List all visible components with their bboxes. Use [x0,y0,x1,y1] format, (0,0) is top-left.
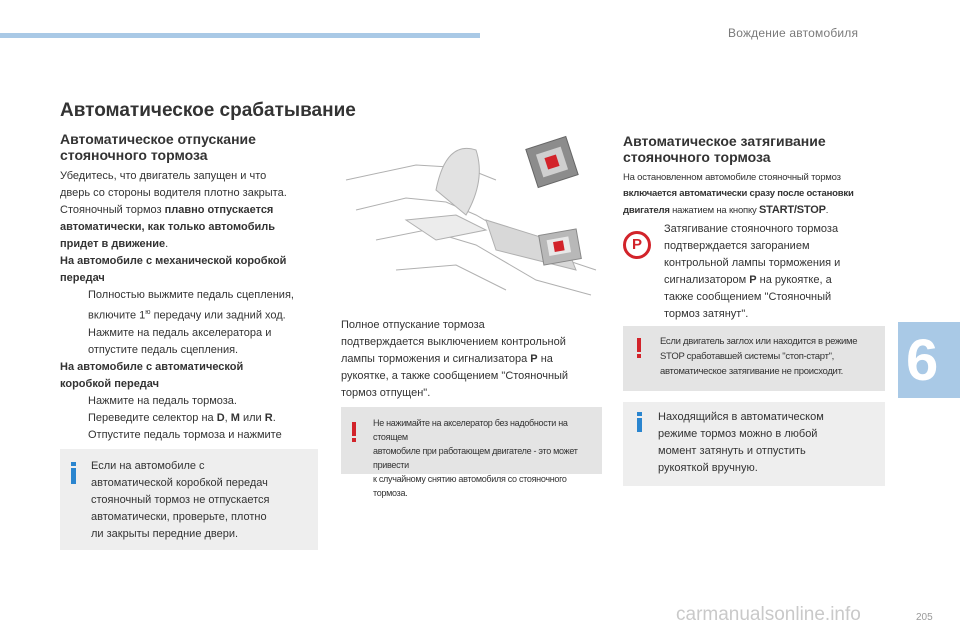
warning-icon [352,422,356,436]
parking-brake-illustration [336,120,606,310]
warning-text: Если двигатель заглох или находится в режиме STOP сработавшей системы "стоп-старт", автоматическое затягивание не происходит. [660,336,858,377]
page-number: 205 [916,612,933,623]
apply-confirm-text: Затягивание стояночного тормоза подтверждается загоранием контрольной лампы торможения и сигнализатором P на рукоятке, а также сообщением "Стояночный тормоз затянут". [664,223,841,320]
release-text: Убедитесь, что двигатель запущен и что дверь со стороны водителя плотно закрыта. Стояночный тормоз плавно отпускается автоматически, как только автомобиль придет в движение. На автомобиле с механической коробкой передач Полностью выжмите педаль сцепления, включите $1^ю$ передачу или задний ход. Нажмите на педаль акселератора и отпустите педаль сцепления. На автомобиле с автоматической коробкой передач Нажмите на педаль тормоза. Переведите селектор на D, M или R. Отпустите педаль тормоза и нажмите [60,168,322,461]
chapter-number: 6 [906,328,939,393]
list-item: Полностью выжмите педаль сцепления, включите $1^ю$ передачу или задний ход. [88,289,294,322]
header-accent-bar [0,33,480,38]
parking-brake-p-icon: P [623,231,651,259]
section-title: Вождение автомобиля [728,26,859,40]
list-item: Нажмите на педаль акселератора и отпустите педаль сцепления. [88,326,272,356]
warning-icon [637,338,641,352]
list-item: Переведите селектор на D, M или R. [88,411,276,424]
info-icon [71,468,76,484]
info-text: Если на автомобиле с автоматической коробкой передач стояночный тормоз не отпускается автоматически, проверьте, плотно ли закрыты передние двери. [91,460,270,540]
apply-intro: На остановленном автомобиле стояночный тормоз включается автоматически сразу после остановки двигателя нажатием на кнопку START/STOP. [623,172,854,216]
watermark: carmanualsonline.info [676,604,861,625]
info-text: Находящийся в автоматическом режиме тормоз можно в любой момент затянуть и отпустить рукояткой вручную. [658,411,824,474]
release-title: Автоматическое отпускание стояночного тормоза [60,131,256,163]
info-icon [637,418,642,432]
warning-text: Не нажимайте на акселератор без надобности на стоящем автомобиле при работающем двигателе - это может привести к случайному снятию автомобиля со стояночного тормоза. [373,418,578,498]
apply-title: Автоматическое затягивание стояночного тормоза [623,133,826,165]
list-item: Нажмите на педаль тормоза. [88,394,237,407]
list-item: Отпустите педаль тормоза и нажмите [88,428,282,441]
release-caption: Полное отпускание тормоза подтверждается выключением контрольной лампы торможения и сигнализатора P на рукоятке, а также сообщением "Стояночный тормоз отпущен". [341,319,569,399]
page-title: Автоматическое срабатывание [60,100,356,121]
